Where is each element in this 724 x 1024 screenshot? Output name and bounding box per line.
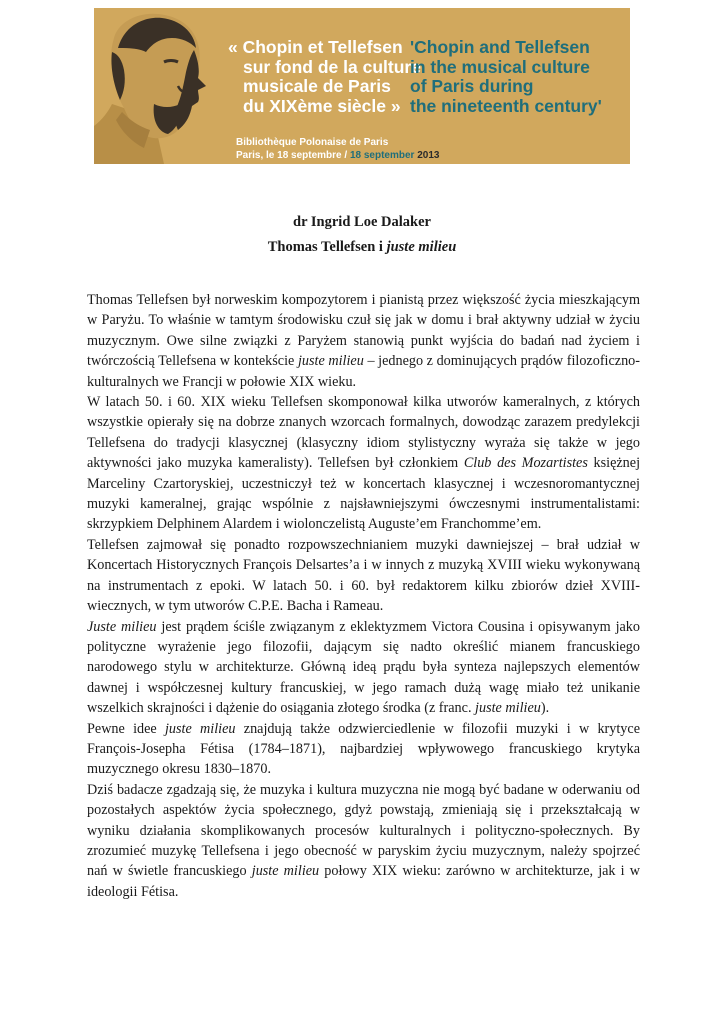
article-body [87, 290, 640, 902]
author-name: dr Ingrid Loe Dalaker [293, 214, 431, 230]
document-title [0, 239, 724, 256]
text-run: Pewne idee [87, 720, 165, 737]
banner-title-french [228, 38, 428, 116]
text-run: – jednego z dominujących prądów filozoficzno-kulturalnych we Francji w połowie XIX wieku. [87, 353, 640, 390]
paragraph [87, 392, 640, 535]
text-run: W latach 50. i 60. XIX wieku Tellefsen skomponował kilka utworów kameralnych, z których wszystkie opierały się na dobrze znanych wzorcach formalnych, dowodząc zarazem predylekcji Tellefsena do tradycji klasycznej (klasyczny idiom stylistyczny wyraża się także w jego aktywności jako muzyka kameralisty). Tellefsen był członkiem [87, 394, 640, 472]
chopin-portrait-illustration [94, 8, 224, 164]
english-title-line: in the musical culture [410, 56, 590, 77]
italic-text: juste milieu [297, 353, 364, 370]
italic-text: juste milieu [475, 700, 541, 717]
banner-title-english [410, 38, 625, 116]
english-title-line: of Paris during [410, 76, 534, 96]
text-run: Thomas Tellefsen był norweskim kompozytorem i pianistą przez większość życia mieszkającym w Paryżu. To właśnie w tamtym środowisku czuł się jak w domu i brał aktywny udział w życiu muzycznym. Owe silne związki z Paryżem stanowią punkt wyjścia do badań nad życiem i twórczością Tellefsena w kontekście [87, 292, 640, 370]
paragraph [87, 780, 640, 902]
paragraph [87, 535, 640, 617]
text-run: ). [540, 700, 550, 717]
text-run: Tellefsen zajmował się ponadto rozpowszechnianiem muzyki dawniejszej – brał udział w Koncertach Historycznych François Delsartes’a i w innych z muzyką XVIII wieku wykonywaną na instrumentach z epoki. W latach 50. i 60. był redaktorem kilku zbiorów dzieł XVIII-wiecznych, w tym utworów C.P.E. Bacha i Rameau. [87, 536, 640, 615]
event-banner [94, 8, 630, 164]
text-run: połowy XIX wieku: zarówno w architekturze, jak i w ideologii Fétisa. [87, 863, 640, 900]
banner-date-year: 2013 [414, 150, 440, 161]
italic-text: juste milieu [251, 863, 320, 880]
banner-date [236, 150, 439, 161]
banner-date-french: Paris, le 18 septembre [236, 150, 342, 161]
french-title-line: musicale de Paris [243, 76, 391, 96]
title-main: Thomas Tellefsen i [267, 239, 387, 255]
italic-text: Juste milieu [87, 618, 157, 635]
italic-text: Club des Mozartistes [463, 455, 588, 472]
banner-date-separator: / [341, 150, 350, 161]
english-title-line: the nineteenth century' [410, 95, 602, 116]
french-title-line: du XIXème siècle » [243, 95, 401, 116]
french-title-line: « Chopin et Tellefsen [228, 37, 403, 57]
text-run: księżnej Marceliny Czartoryskiej, uczestniczył też w koncertach klasycznej i wczesnoromantycznej muzyki kameralnej, grając wspólnie z najsławniejszymi ówczesnymi instrumentalistami: skrzypkiem Delphinem Alardem i wiolonczelistą Auguste’em Franchomme’em. [87, 455, 641, 533]
banner-venue: Bibliothèque Polonaise de Paris [236, 137, 389, 148]
text-run: Dziś badacze zgadzają się, że muzyka i kultura muzyczna nie mogą być badane w oderwaniu od pozostałych aspektów życia społecznego, gdyż powstają, zmieniają się i przekształcają w wyniku działania skomplikowanych procesów kulturalnych i polityczno-społecznych. By zrozumieć muzykę Tellefsena i jego obecność w paryskim życiu muzycznym, należy spojrzeć nań w świetle francuskiego [87, 781, 640, 880]
text-run: znajdują także odzwierciedlenie w filozofii muzyki i w krytyce François-Josepha Fétisa (1784–1871), najbardziej wpływowego francuskiego krytyka muzycznego okresu 1830–1870. [87, 720, 640, 778]
title-italic: juste milieu [386, 239, 457, 255]
text-run: jest prądem ściśle związanym z eklektyzmem Victora Cousina i opisywanym jako polityczne wyrażenie jego filozofii, dającym się nadto określić mianem francuskiego narodowego stylu w architekturze. Główną ideą prądu była synteza najlepszych elementów dawnej i współczesnej kultury francuskiej, w jego ramach dużą wagę miało też unikanie wszelkich skrajności i dążenie do osiągania złotego środka (z franc. [87, 618, 640, 717]
french-title-line: sur fond de la culture [243, 56, 421, 77]
italic-text: juste milieu [164, 720, 236, 737]
banner-date-english: 18 september [349, 150, 415, 161]
english-title-line: 'Chopin and Tellefsen [410, 37, 590, 57]
paragraph [87, 617, 640, 719]
paragraph [87, 290, 640, 392]
paragraph [87, 719, 640, 780]
